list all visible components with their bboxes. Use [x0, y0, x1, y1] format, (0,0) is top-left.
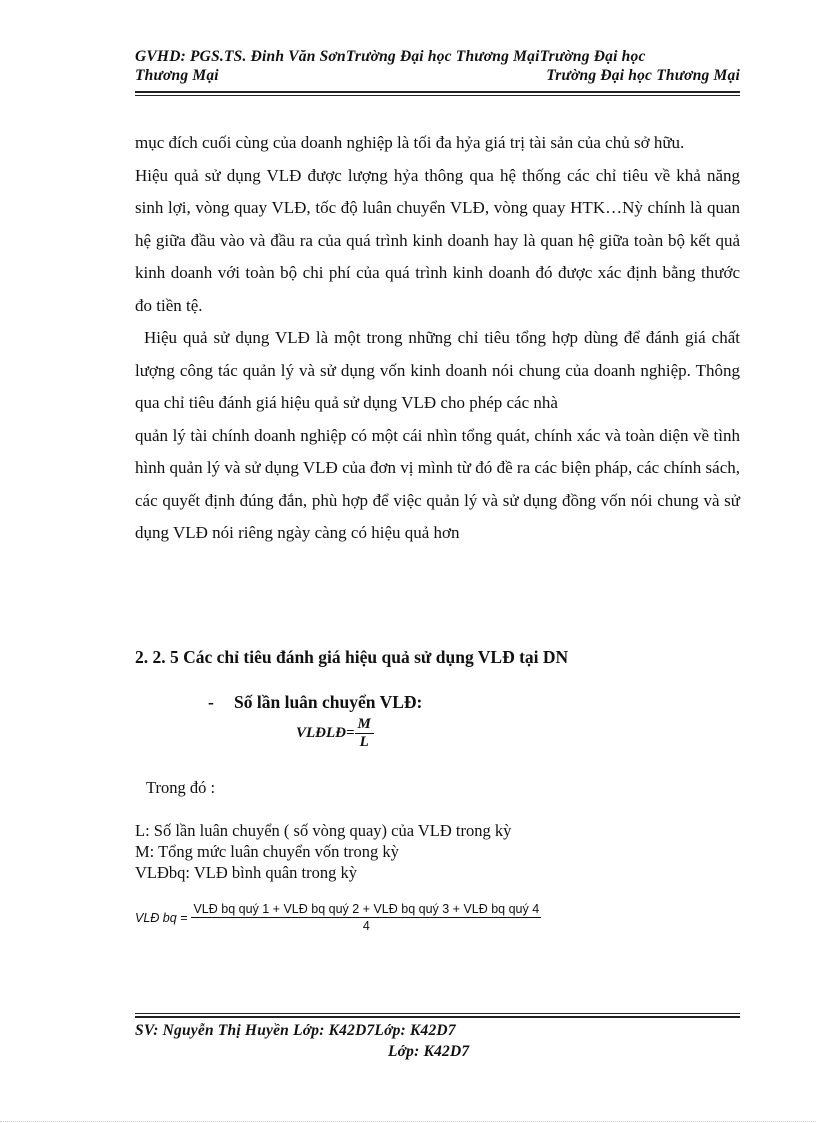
- header-line-2: [135, 67, 740, 85]
- paragraph-1: mục đích cuối cùng của doanh nghiệp là tối đa hỷa giá trị tài sản của chủ sở hữu.: [135, 133, 685, 152]
- header-line-2-left: Thương Mại: [135, 67, 219, 84]
- section-heading: 2. 2. 5 Các chỉ tiêu đánh giá hiệu quả sử dụng VLĐ tại DN: [135, 647, 569, 667]
- formula-vld-bq: [135, 902, 541, 933]
- paragraph-4: quản lý tài chính doanh nghiệp có một cái nhìn tổng quát, chính xác và toàn diện về tình hình quản lý và sử dụng VLĐ của đơn vị mình từ đó đề ra các biện pháp, các chính sách, các quyết định đúng đắn, phù hợp để việc quản lý và sử dụng đồng vốn nói chung và sử dụng VLĐ nói riêng ngày càng có hiệu quả hơn: [135, 425, 740, 542]
- formula-2-denominator: 4: [362, 919, 370, 933]
- bullet-item: [208, 692, 422, 713]
- formula-2-numerator: VLĐ bq quý 1 + VLĐ bq quý 2 + VLĐ bq quý 3 + VLĐ bq quý 4: [193, 902, 540, 916]
- footer-rule-thin: [135, 1013, 740, 1014]
- definitions-list: [135, 820, 511, 883]
- paragraph-2: Hiệu quả sử dụng VLĐ được lượng hỷa thông qua hệ thống các chỉ tiêu về khả năng sinh lợi, vòng quay VLĐ, tốc độ luân chuyển VLĐ, vòng quay HTK…Nỳ chính là quan hệ giữa đầu vào và đầu ra của quá trình kinh doanh hay là quan hệ giữa toàn bộ kết quả kinh doanh với toàn bộ chi phí của quá trình kinh doanh đó được xác định bằng thước đo tiền tệ.: [135, 165, 740, 315]
- header-line-2-right: Trường Đại học Thương Mại: [546, 67, 740, 84]
- definition-item: VLĐbq: VLĐ bình quân trong kỳ: [135, 863, 357, 882]
- bullet-dash: -: [208, 692, 214, 712]
- formula-1-denominator: L: [359, 734, 369, 750]
- header-rule-thick: [135, 91, 740, 93]
- where-label: Trong đó :: [146, 778, 216, 797]
- formula-1-fraction: [355, 716, 374, 751]
- formula-2-fraction: [191, 902, 541, 933]
- paragraph-3: Hiệu quả sử dụng VLĐ là một trong những chỉ tiêu tổng hợp dùng để đánh giá chất lượng công tác quản lý và sử dụng vốn kinh doanh nói chung của doanh nghiệp. Thông qua chỉ tiêu đánh giá hiệu quả sử dụng VLĐ cho phép các nhà: [135, 328, 740, 412]
- formula-vld-ld: [296, 716, 374, 751]
- header-line-1: GVHD: PGS.TS. Đinh Văn SơnTrường Đại học Thương MạiTrường Đại học: [135, 48, 646, 65]
- definition-item: L: Số lần luân chuyển ( số vòng quay) của VLĐ trong kỳ: [135, 821, 512, 840]
- page-edge-divider: [0, 1121, 816, 1122]
- formula-1-numerator: M: [355, 716, 374, 734]
- header-rule-thin: [135, 95, 740, 96]
- body-text: [135, 127, 740, 550]
- footer-rule-thick: [135, 1016, 740, 1018]
- bullet-title: Số lần luân chuyển VLĐ:: [234, 692, 423, 712]
- formula-2-lhs: VLĐ bq =: [135, 910, 188, 925]
- formula-1-lhs: VLĐLĐ=: [296, 725, 355, 741]
- footer-line-1: SV: Nguyễn Thị Huyền Lớp: K42D7Lớp: K42D7: [135, 1022, 456, 1039]
- footer-line-2: Lớp: K42D7: [388, 1043, 470, 1060]
- page-header: [135, 48, 740, 85]
- definition-item: M: Tổng mức luân chuyển vốn trong kỳ: [135, 842, 399, 861]
